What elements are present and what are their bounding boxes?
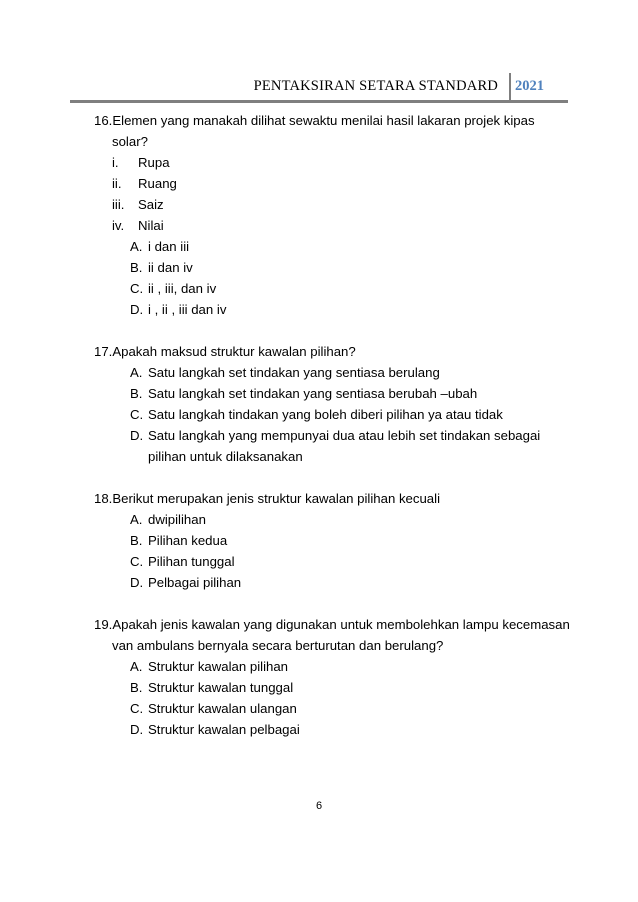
answer-choice	[130, 425, 574, 467]
choice-text: i , ii , iii dan iv	[148, 302, 227, 317]
statement-number: ii.	[112, 176, 122, 191]
choice-text: Struktur kawalan pelbagai	[148, 722, 300, 737]
choice-letter: A.	[130, 239, 143, 254]
header-separator	[509, 73, 511, 101]
question-stem	[94, 488, 574, 509]
choice-text: Struktur kawalan ulangan	[148, 701, 297, 716]
choice-letter: B.	[130, 386, 143, 401]
question-17	[94, 341, 574, 467]
answer-choice	[130, 299, 574, 320]
choice-letter: A.	[130, 512, 143, 527]
answer-choices	[130, 509, 574, 593]
question-18	[94, 488, 574, 593]
answer-choice	[130, 719, 574, 740]
question-number: 16.	[94, 113, 113, 128]
question-16	[94, 110, 574, 320]
choice-text: Satu langkah set tindakan yang sentiasa berulang	[148, 365, 440, 380]
choice-letter: C.	[130, 701, 144, 716]
choice-text: i dan iii	[148, 239, 190, 254]
question-number: 19.	[94, 617, 113, 632]
choice-letter: D.	[130, 428, 144, 443]
question-number: 17.	[94, 344, 113, 359]
statement-text: Saiz	[138, 197, 164, 212]
answer-choice	[130, 551, 574, 572]
choice-text: Struktur kawalan pilihan	[148, 659, 289, 674]
choice-letter: B.	[130, 533, 143, 548]
question-stem	[94, 614, 574, 656]
answer-choices	[130, 656, 574, 740]
question-stem	[94, 341, 574, 362]
header-title: PENTAKSIRAN SETARA STANDARD	[253, 78, 498, 94]
question-number: 18.	[94, 491, 113, 506]
statement-item	[112, 215, 574, 236]
choice-text: dwipilihan	[148, 512, 206, 527]
choice-text: Struktur kawalan tunggal	[148, 680, 294, 695]
question-list	[94, 110, 574, 761]
header-year: 2021	[515, 78, 544, 94]
answer-choice	[130, 572, 574, 593]
choice-text: ii , iii, dan iv	[148, 281, 217, 296]
answer-choice	[130, 236, 574, 257]
statement-number: i.	[112, 155, 119, 170]
answer-choice	[130, 383, 574, 404]
choice-letter: D.	[130, 302, 144, 317]
choice-text: Satu langkah yang mempunyai dua atau lebih set tindakan sebagai pilihan untuk dilaksanakan	[148, 428, 541, 464]
choice-letter: C.	[130, 407, 144, 422]
answer-choices	[130, 236, 574, 320]
question-text: Berikut merupakan jenis struktur kawalan pilihan kecuali	[112, 491, 440, 506]
statement-number: iii.	[112, 197, 125, 212]
question-text: Apakah maksud struktur kawalan pilihan?	[112, 344, 356, 359]
choice-letter: D.	[130, 575, 144, 590]
question-stem	[94, 110, 574, 152]
choice-letter: C.	[130, 281, 144, 296]
choice-text: ii dan iv	[148, 260, 193, 275]
choice-letter: B.	[130, 680, 143, 695]
choice-letter: B.	[130, 260, 143, 275]
choice-text: Satu langkah tindakan yang boleh diberi pilihan ya atau tidak	[148, 407, 503, 422]
statement-text: Nilai	[138, 218, 164, 233]
answer-choice	[130, 656, 574, 677]
statement-item	[112, 152, 574, 173]
statement-text: Rupa	[138, 155, 170, 170]
statement-item	[112, 194, 574, 215]
page-number: 6	[315, 800, 323, 812]
answer-choice	[130, 509, 574, 530]
choice-text: Pilihan kedua	[148, 533, 228, 548]
answer-choice	[130, 278, 574, 299]
statement-number: iv.	[112, 218, 125, 233]
choice-letter: A.	[130, 365, 143, 380]
choice-text: Pelbagai pilihan	[148, 575, 242, 590]
answer-choice	[130, 530, 574, 551]
choice-text: Satu langkah set tindakan yang sentiasa berubah –ubah	[148, 386, 478, 401]
statement-list	[112, 152, 574, 236]
header-rule	[70, 100, 568, 103]
statement-item	[112, 173, 574, 194]
answer-choice	[130, 677, 574, 698]
question-text: Elemen yang manakah dilihat sewaktu menilai hasil lakaran projek kipas solar?	[112, 113, 535, 149]
page-header	[70, 70, 568, 103]
answer-choice	[130, 404, 574, 425]
question-text: Apakah jenis kawalan yang digunakan untuk membolehkan lampu kecemasan van ambulans bernyala secara berturutan dan berulang?	[112, 617, 570, 653]
statement-text: Ruang	[138, 176, 177, 191]
answer-choice	[130, 698, 574, 719]
question-19	[94, 614, 574, 740]
answer-choice	[130, 362, 574, 383]
choice-letter: A.	[130, 659, 143, 674]
choice-letter: C.	[130, 554, 144, 569]
choice-letter: D.	[130, 722, 144, 737]
answer-choices	[130, 362, 574, 467]
answer-choice	[130, 257, 574, 278]
choice-text: Pilihan tunggal	[148, 554, 235, 569]
